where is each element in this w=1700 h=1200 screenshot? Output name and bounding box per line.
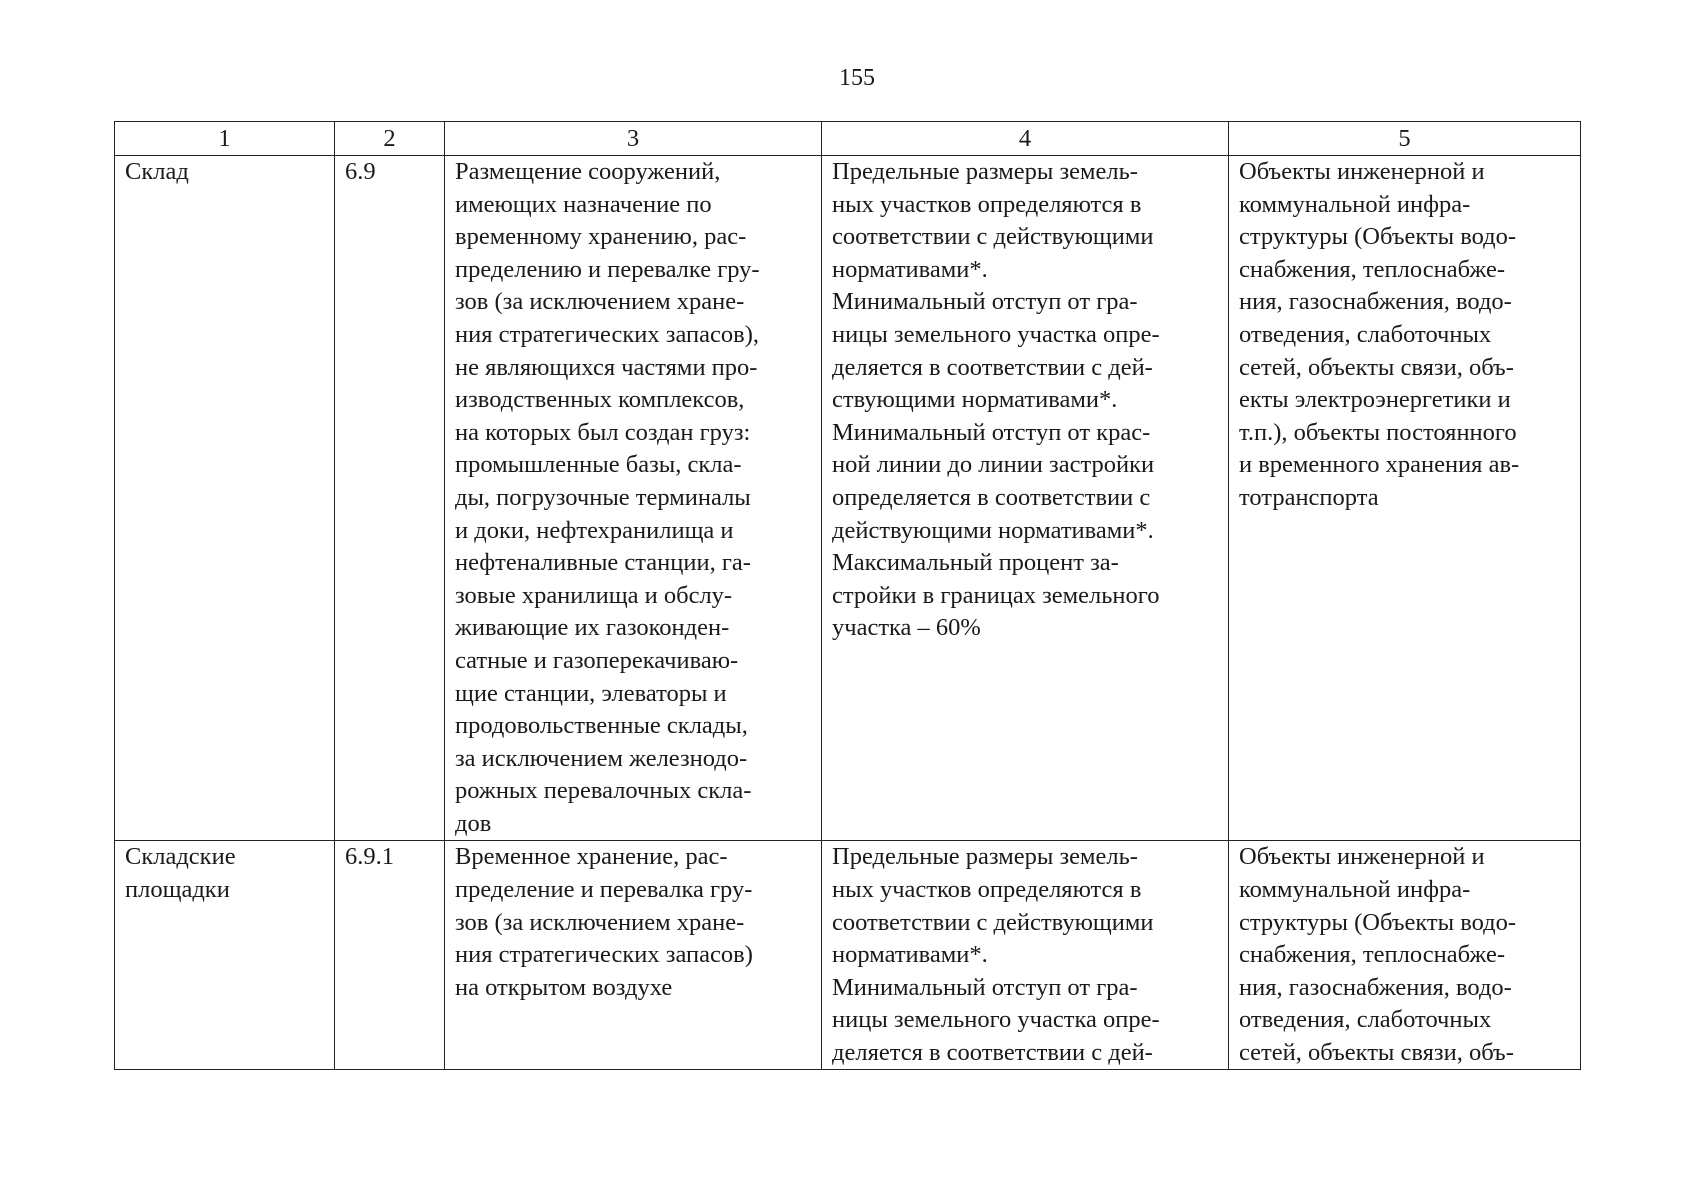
use-type-code-cell <box>335 841 445 1070</box>
use-type-parameters: Предельные размеры земель- ных участков определяются в соответствии с действующими нормативами*. Минимальный отступ от гра- ницы земельного участка опре- деляется в соответствии с дей- <box>832 843 1160 1067</box>
column-header-3: 3 <box>445 122 822 156</box>
table-header-row <box>115 122 1581 156</box>
column-header-4: 4 <box>822 122 1229 156</box>
use-type-description-cell <box>445 841 822 1070</box>
use-type-auxiliary: Объекты инженерной и коммунальной инфра- структуры (Объекты водо- снабжения, теплоснабже- ния, газоснабжения, водо- отведения, слаботочных сетей, объекты связи, объ- екты электроэнергетики и т.п.), объекты постоянного и временного хранения ав- тотранспорта <box>1229 156 1581 841</box>
use-type-name-cell <box>115 841 335 1070</box>
use-type-name: Склад <box>115 156 335 841</box>
use-type-code: 6.9.1 <box>345 843 394 871</box>
use-type-code: 6.9 <box>335 156 445 841</box>
use-type-auxiliary-cell <box>1229 841 1581 1070</box>
page-number: 155 <box>839 65 875 91</box>
land-use-table <box>114 121 1581 1070</box>
column-header-5: 5 <box>1229 122 1581 156</box>
table-row <box>115 841 1581 1070</box>
column-header-1: 1 <box>115 122 335 156</box>
table-row <box>115 156 1581 841</box>
use-type-description: Размещение сооружений, имеющих назначение по временному хранению, рас- пределению и перевалке гру- зов (за исключением хране- ния стратегических запасов), не являющихся частями про- изводственных комплексов, на которых был создан груз: промышленные базы, скла- ды, погрузочные терминалы и доки, нефтехранилища и нефтеналивные станции, га- зовые хранилища и обслу- живающие их газоконден- сатные и газоперекачиваю- щие станции, элеваторы и продовольственные склады, за исключением железнодо- рожных перевалочных скла- дов <box>445 156 822 841</box>
use-type-parameters-cell <box>822 841 1229 1070</box>
use-type-description: Временное хранение, рас- пределение и перевалка гру- зов (за исключением хране- ния стратегических запасов) на открытом воздухе <box>455 843 753 1001</box>
use-type-parameters: Предельные размеры земель- ных участков определяются в соответствии с действующими нормативами*. Минимальный отступ от гра- ницы земельного участка опре- деляется в соответствии с дей- ствующими нормативами*. Минимальный отступ от крас- ной линии до линии застройки определяется в соответствии с действующими нормативами*. Максимальный процент за- стройки в границах земельного участка – 60% <box>822 156 1229 841</box>
column-header-2: 2 <box>335 122 445 156</box>
use-type-auxiliary: Объекты инженерной и коммунальной инфра- структуры (Объекты водо- снабжения, теплоснабже- ния, газоснабжения, водо- отведения, слаботочных сетей, объекты связи, объ- <box>1239 843 1517 1067</box>
use-type-name: Складские площадки <box>125 843 236 904</box>
